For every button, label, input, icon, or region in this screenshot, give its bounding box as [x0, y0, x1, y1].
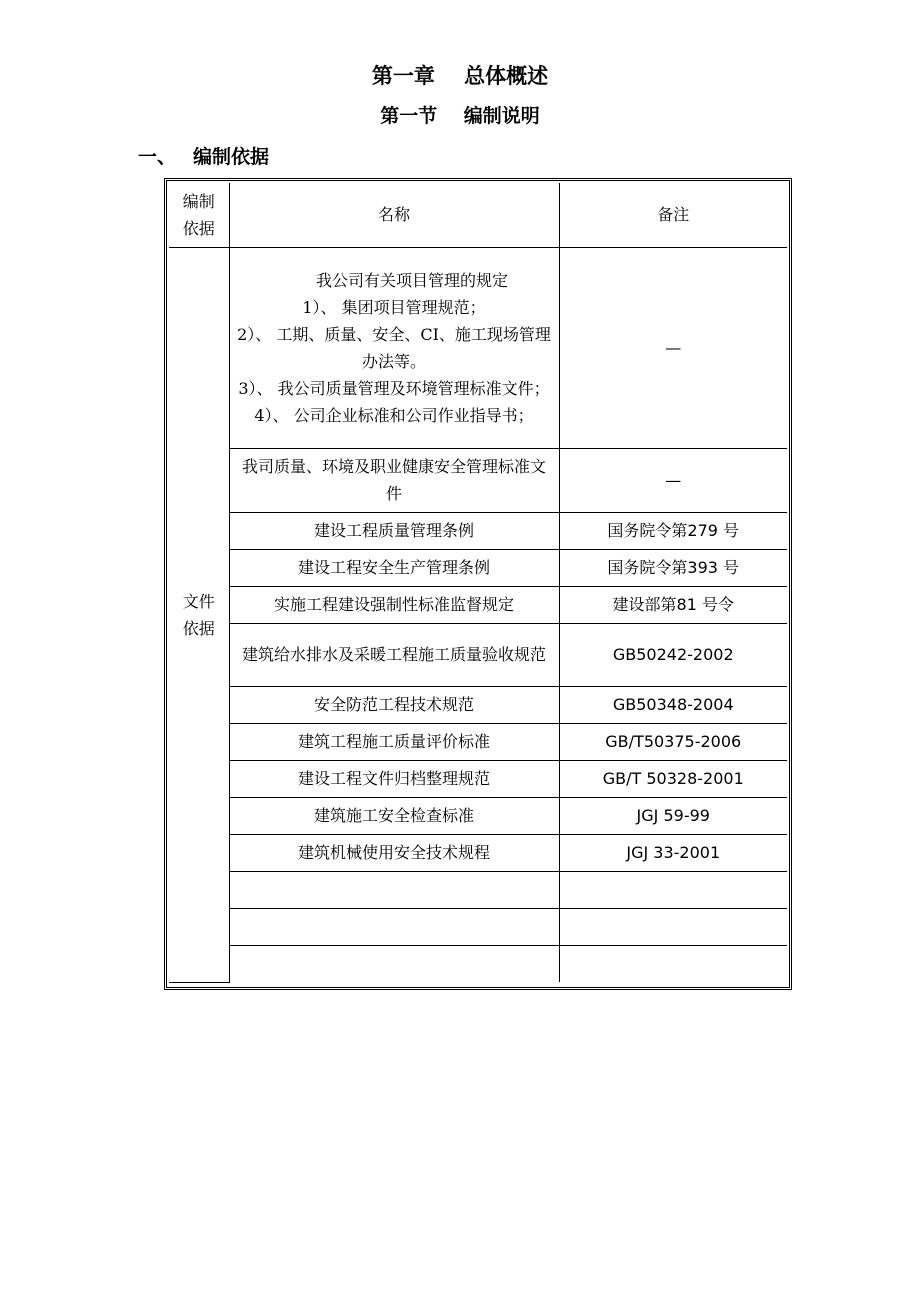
document-remark-cell: GB50348-2004: [559, 686, 787, 723]
company-rules-intro: 我公司有关项目管理的规定: [315, 270, 508, 290]
table-row: [169, 797, 787, 834]
document-name-cell: [229, 871, 559, 908]
header-name: 名称: [229, 183, 559, 247]
heading-text: 编制依据: [193, 146, 270, 168]
table-row: [169, 945, 787, 982]
document-name-cell: [229, 945, 559, 982]
table-row: [169, 871, 787, 908]
document-name-cell: 建筑施工安全检查标准: [229, 797, 559, 834]
table-row: [169, 586, 787, 623]
table-row: [169, 686, 787, 723]
table-row: [169, 623, 787, 686]
document-name-cell: 我司质量、环境及职业健康安全管理标准文件: [229, 448, 559, 512]
document-name-cell: 安全防范工程技术规范: [229, 686, 559, 723]
table-row: [169, 908, 787, 945]
document-remark-cell: [559, 871, 787, 908]
company-rules-item: 2）、 工期、质量、安全、CI、施工现场管理办法等。: [237, 324, 551, 371]
table-row: [169, 760, 787, 797]
document-name-cell: 建设工程安全生产管理条例: [229, 549, 559, 586]
chapter-title: 第一章 总体概述: [371, 64, 549, 88]
document-remark-cell: GB/T50375-2006: [559, 723, 787, 760]
document-remark-cell: —: [559, 448, 787, 512]
company-rules-remark: —: [559, 247, 787, 448]
header-remark: 备注: [559, 183, 787, 247]
document-remark-cell: 国务院令第393 号: [559, 549, 787, 586]
basis-table: [169, 183, 787, 983]
document-name-cell: 建筑机械使用安全技术规程: [229, 834, 559, 871]
basis-table-frame: [164, 178, 792, 990]
document-name-cell: 建设工程质量管理条例: [229, 512, 559, 549]
table-row: [169, 512, 787, 549]
document-name-cell: 建筑工程施工质量评价标准: [229, 723, 559, 760]
document-remark-cell: [559, 945, 787, 982]
company-rules-cell: [229, 247, 559, 448]
table-row: [169, 723, 787, 760]
category-cell: 文件 依据: [169, 247, 229, 982]
document-remark-cell: GB/T 50328-2001: [559, 760, 787, 797]
heading-number: 一、: [138, 146, 177, 168]
document-remark-cell: [559, 908, 787, 945]
document-remark-cell: JGJ 33-2001: [559, 834, 787, 871]
document-name-cell: [229, 908, 559, 945]
document-remark-cell: JGJ 59-99: [559, 797, 787, 834]
document-remark-cell: 国务院令第279 号: [559, 512, 787, 549]
company-rules-item: 4）、 公司企业标准和公司作业指导书；: [254, 405, 534, 425]
header-category: 编制 依据: [169, 183, 229, 247]
company-rules-item: 3）、 我公司质量管理及环境管理标准文件；: [238, 378, 550, 398]
table-row: [169, 549, 787, 586]
document-name-cell: 建设工程文件归档整理规范: [229, 760, 559, 797]
document-remark-cell: GB50242-2002: [559, 623, 787, 686]
document-remark-cell: 建设部第81 号令: [559, 586, 787, 623]
table-row: [169, 448, 787, 512]
table-header-row: [169, 183, 787, 247]
table-row: [169, 834, 787, 871]
company-rules-item: 1）、 集团项目管理规范；: [302, 297, 486, 317]
document-name-cell: 实施工程建设强制性标准监督规定: [229, 586, 559, 623]
section-title: 第一节 编制说明: [380, 105, 540, 127]
table-row-company-rules: [169, 247, 787, 448]
document-name-cell: 建筑给水排水及采暖工程施工质量验收规范: [229, 623, 559, 686]
